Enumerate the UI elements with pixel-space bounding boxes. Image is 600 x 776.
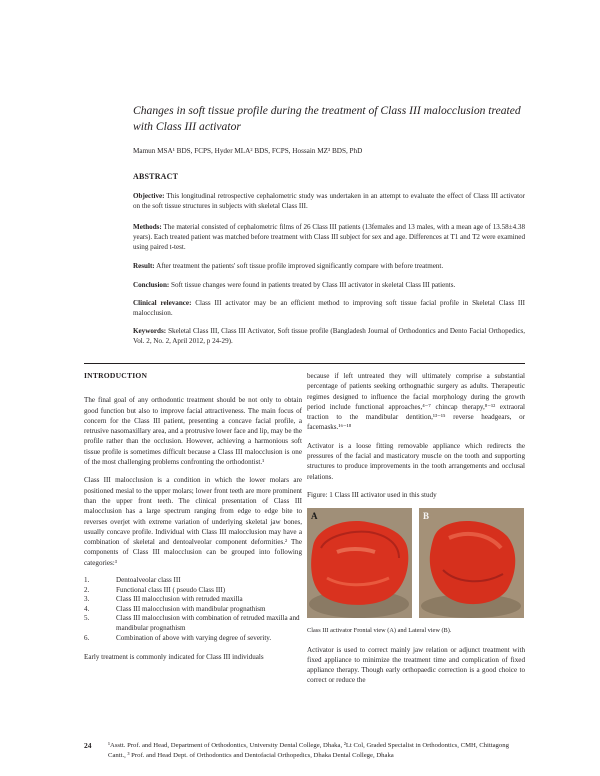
photo-b-letter: B xyxy=(423,511,430,522)
clinical-label: Clinical relevance: xyxy=(133,299,192,307)
right-paragraph-1: because if left untreated they will ultimately comprise a substantial percentage of patients seeking orthognathic surgery as adults. Therapeutic regimes designed to influence the facial morphology during the growth period include functional approaches,⁴⁻⁷ chincap therapy,⁸⁻¹² extraoral traction to the mandibular dentition,¹³⁻¹⁵ reverse headgears, or facemasks.¹⁶⁻¹⁸ xyxy=(307,372,525,432)
left-column xyxy=(84,371,302,671)
section-divider xyxy=(84,363,525,364)
intro-paragraph-1: The final goal of any orthodontic treatment should be not only to obtain good function but also to improve facial attractiveness. The main focus of concern for the Class III patient, presenting a concave facial profile, a retrusive nasomaxillary area, and a protrusive lower face and lip, may be the profile rather than the occlusion. However, achieving a harmonious soft tissue profile is sometimes difficult because a Class III malocclusion is one of the most challenging problems confronting the orthodontist.¹ xyxy=(84,396,302,467)
article-title: Changes in soft tissue profile during the treatment of Class III malocclusion treated with Class III activator xyxy=(133,104,521,133)
intro-paragraph-3: Early treatment is commonly indicated for Class III individuals xyxy=(84,653,264,662)
abstract-result xyxy=(133,261,525,271)
methods-text: The material consisted of cephalometric films of 26 Class III patients (13females and 13 males, with a mean age of 13.58±4.38 years). Each treated patient was matched before treatment with Class III subject for sex and age. Differences at T1 and T2 were examined using paired t-test. xyxy=(133,223,525,252)
abstract-conclusion xyxy=(133,280,525,290)
activator-lateral-photo xyxy=(419,508,524,618)
page-number: 24 xyxy=(84,741,92,750)
list-item: 5. Class III malocclusion with combination of retruded maxilla and mandibular prognathism xyxy=(84,614,300,633)
abstract-heading: ABSTRACT xyxy=(133,172,179,181)
methods-label: Methods: xyxy=(133,223,162,231)
abstract-keywords xyxy=(133,326,525,346)
objective-text: This longitudinal retrospective cephalometric study was undertaken in an attempt to evaluate the effect of Class III activator on the soft tissue structures in subjects with skeletal Class III. xyxy=(133,192,525,211)
appliance-lateral-illustration xyxy=(419,508,524,618)
affiliation-footnote: ¹Asstt. Prof. and Head, Department of Orthodontics, University Dental College, Dhaka, ²Lt Col, Graded Specialist in Orthodontics, CMH, Chittagong Cantt., ³ Prof. and Head Dept. of Orthodontics and Dentofacial Orthopedics, Dhaka Dental College, Dhaka xyxy=(108,742,509,759)
right-column xyxy=(307,371,525,694)
keywords-text: Skeletal Class III, Class III Activator, Soft tissue profile (Bangladesh Journal of Orthodontics and Dento Facial Orthopedics, Vol. 2, No. 2, April 2012, p 24-29). xyxy=(133,327,525,346)
intro-paragraph-2: Class III malocclusion is a condition in which the lower molars are positioned mesial to the upper molars; lower front teeth are more prominent than the upper front teeth. The clinical presentation of Class III malocclusion has a large spectrum ranging from edge to edge bite to reverses overjet with extreme variation of underlying skeletal jaw bones, usually concave profile. Individual with Class III malocclusion may have a combination of skeletal and dentoalveolar component deformities.² The components of Class III malocclusion can be grouped into following categories:³ xyxy=(84,476,302,567)
clinical-text: Class III activator may be an efficient method to improving soft tissue facial profile in Skeletal Class III malocclusion. xyxy=(133,299,525,318)
introduction-heading: INTRODUCTION xyxy=(84,371,148,380)
right-paragraph-2: Activator is a loose fitting removable appliance which redirects the pressures of the facial and masticatory muscle on the tooth and supporting structures to produce improvements in the tooth arrangements and occlusal relations. xyxy=(307,441,525,481)
activator-frontal-photo xyxy=(307,508,412,618)
right-paragraph-3: Activator is used to correct mainly jaw relation or adjunct treatment with fixed appliance to minimize the treatment time and complication of fixed appliance therapy. Though early orthopaedic correction is a good choice to correct or reduce the xyxy=(307,645,525,685)
figure-caption: Class III activator Frontal view (A) and Lateral view (B). xyxy=(307,627,452,635)
keywords-label: Keywords: xyxy=(133,327,167,335)
list-item: 1. Dentoalveolar class III xyxy=(84,576,181,585)
photo-a-letter: A xyxy=(311,511,318,522)
abstract-objective xyxy=(133,191,525,211)
appliance-frontal-illustration xyxy=(307,508,412,618)
list-item: 2. Functional class III ( pseudo Class III) xyxy=(84,585,226,594)
figure-1 xyxy=(307,508,525,620)
objective-label: Objective: xyxy=(133,192,165,200)
author-line: Mamun MSA¹ BDS, FCPS, Hyder MLA² BDS, FCPS, Hossain MZ³ BDS, PhD xyxy=(133,147,363,155)
list-item: 6. Combination of above with varying degree of severity. xyxy=(84,633,272,642)
result-text: After treatment the patients' soft tissue profile improved significantly compare with before treatment. xyxy=(156,262,444,270)
result-label: Result: xyxy=(133,262,155,270)
abstract-methods xyxy=(133,222,525,253)
figure-label: Figure: 1 Class III activator used in this study xyxy=(307,490,437,499)
abstract-clinical-relevance xyxy=(133,298,525,318)
list-item: 4. Class III malocclusion with mandibular prognathism xyxy=(84,604,266,613)
conclusion-label: Conclusion: xyxy=(133,281,170,289)
conclusion-text: Soft tissue changes were found in patients treated by Class III activator in skeletal Class III patients. xyxy=(171,281,456,289)
list-item: 3. Class III malocclusion with retruded maxilla xyxy=(84,595,243,604)
categories-list xyxy=(84,576,302,643)
